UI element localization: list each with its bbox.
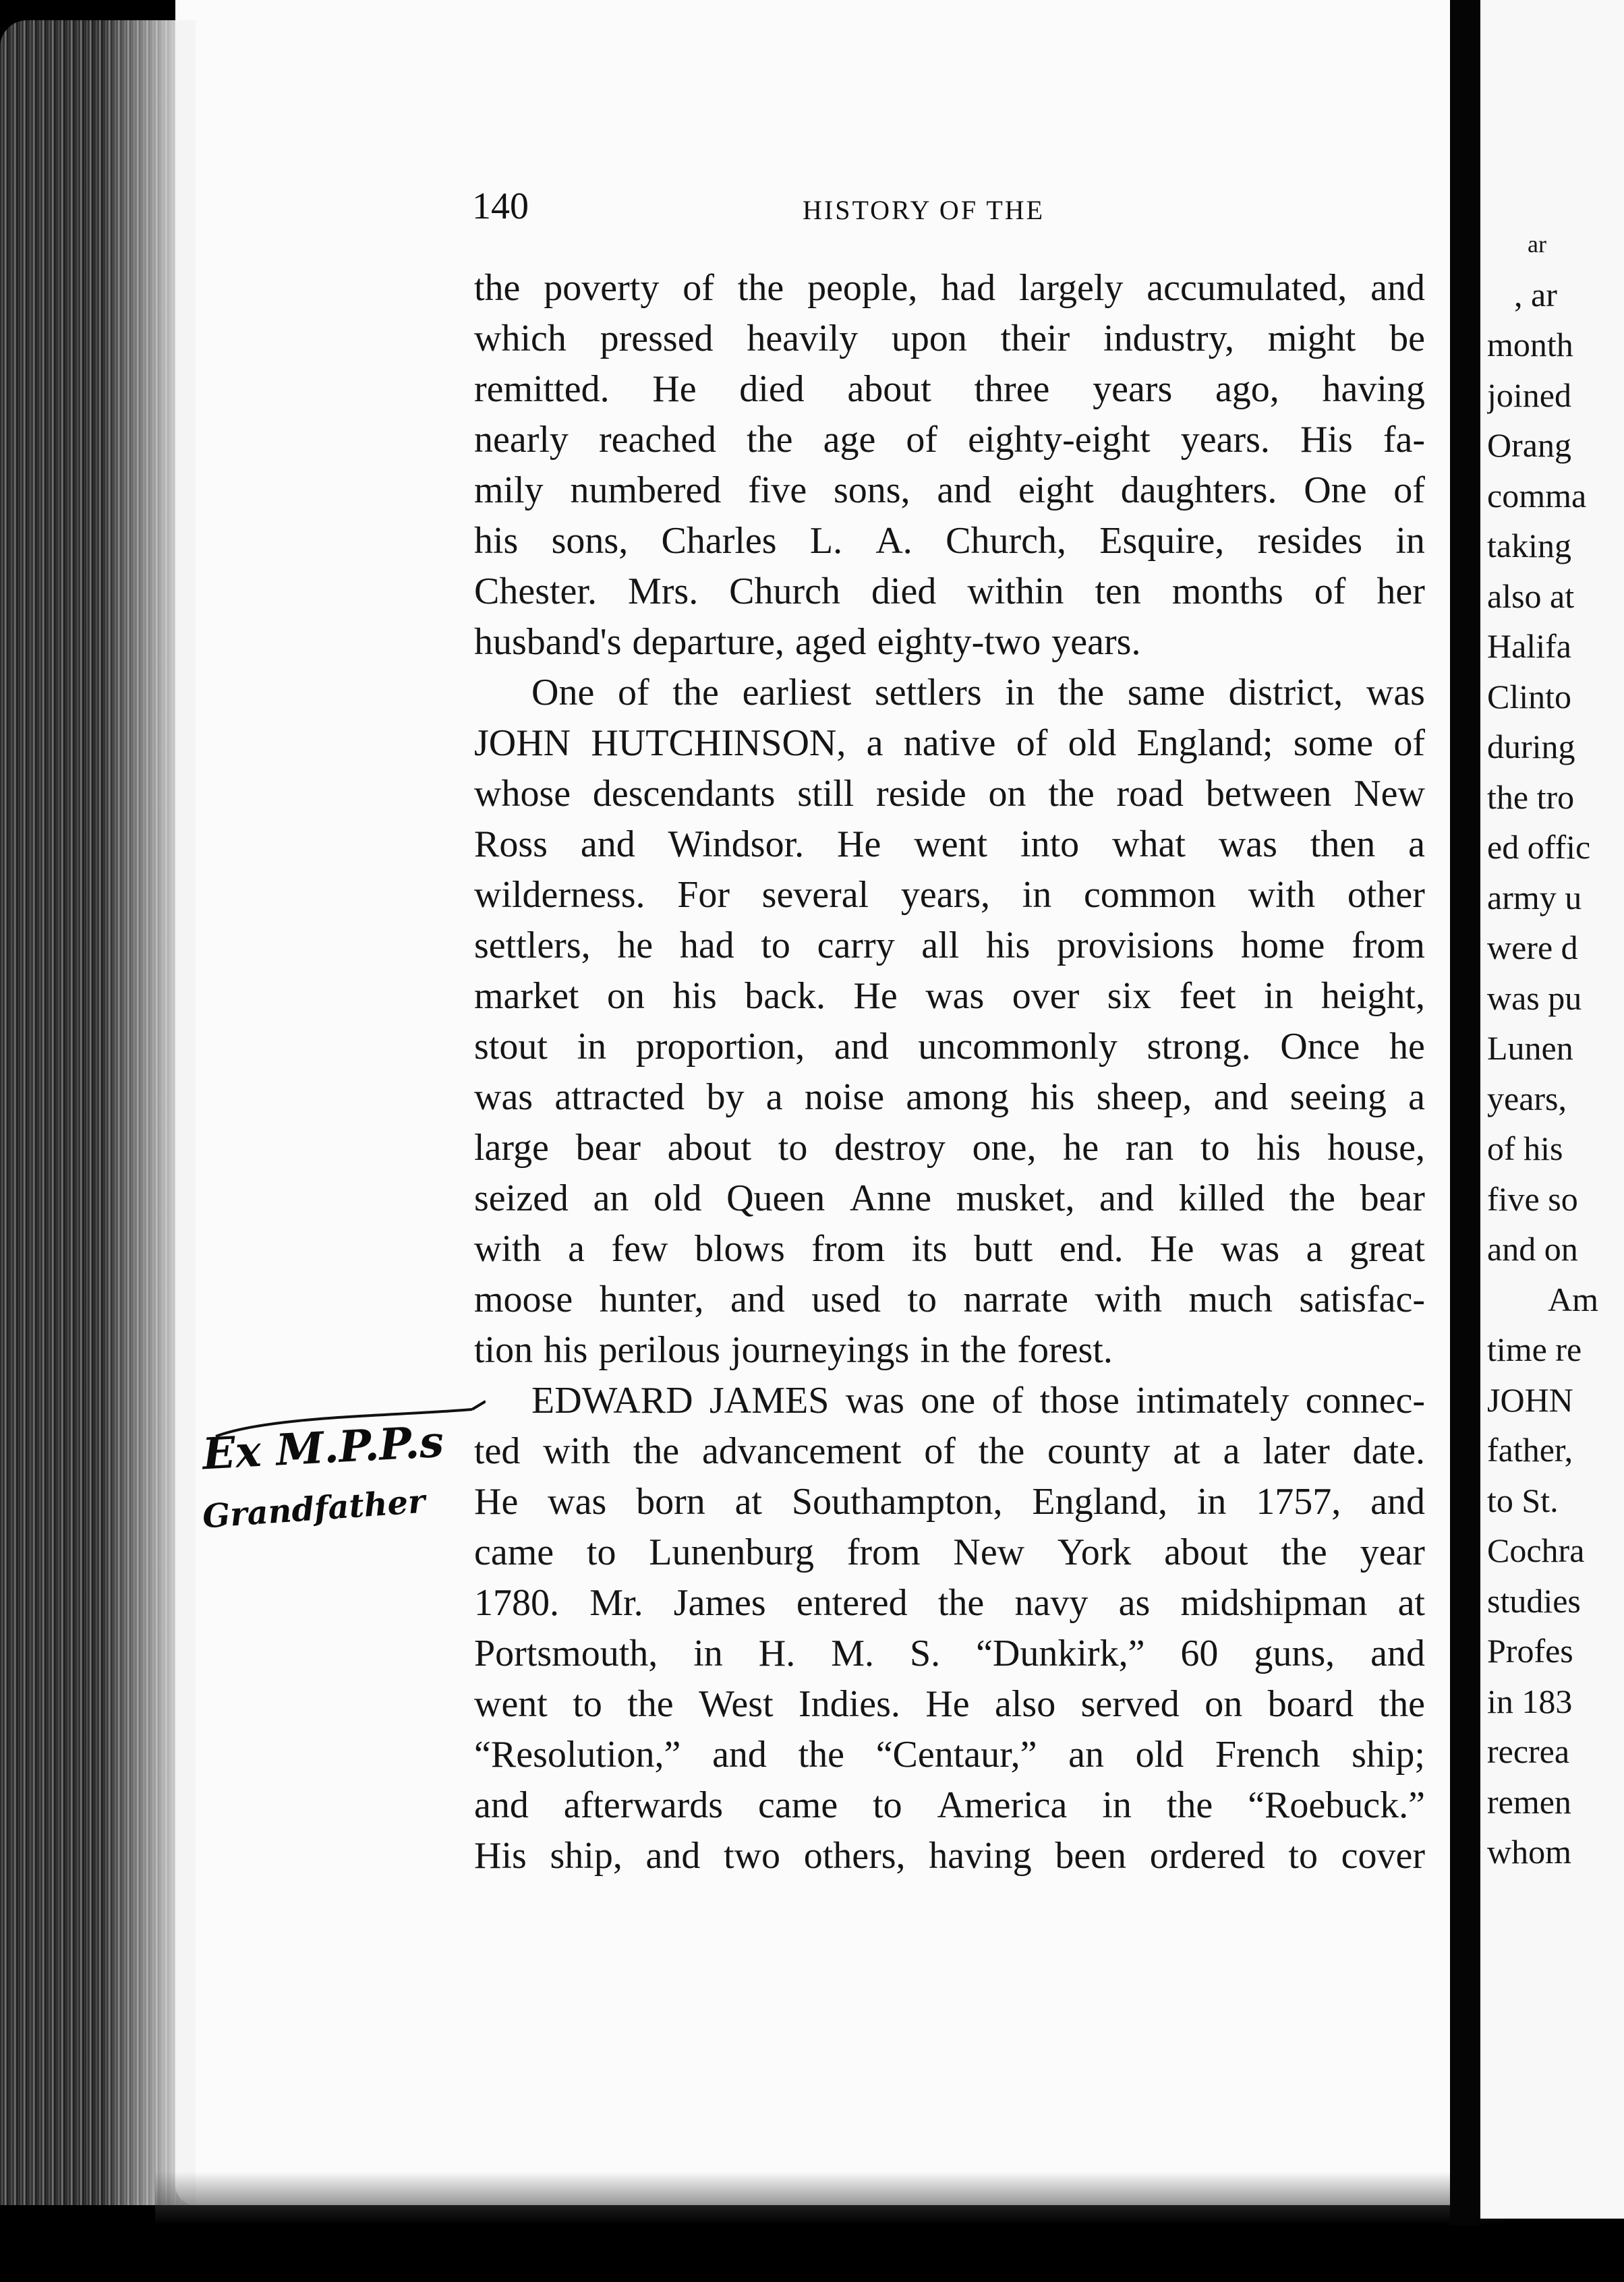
text-line: tion his perilous journeyings in the forest. [474,1329,1113,1371]
text-line: “Resolution,” and the “Centaur,” an old French ship; [474,1734,1425,1776]
facing-page-line: father, [1487,1431,1573,1469]
facing-page-divider [1450,0,1480,2225]
text-line: His ship, and two others, having been ordered to cover [474,1835,1425,1877]
text-line: EDWARD JAMES was one of those intimately connec- [531,1380,1425,1422]
text-line: settlers, he had to carry all his provisions home from [474,925,1425,966]
text-line: JOHN HUTCHINSON, a native of old England; some of [474,722,1425,764]
facing-page-line: during [1487,728,1575,765]
text-line: ted with the advancement of the county at a later date. [474,1430,1425,1472]
text-line: with a few blows from its butt end. He was a great [474,1228,1425,1270]
text-line: remitted. He died about three years ago, having [474,368,1425,410]
running-title: HISTORY OF THE [803,195,1045,225]
text-line: Ross and Windsor. He went into what was then a [474,823,1425,865]
text-line: Portsmouth, in H. M. S. “Dunkirk,” 60 guns, and [474,1633,1425,1674]
facing-page-line: were d [1487,929,1578,966]
facing-page-line: month [1487,326,1573,363]
facing-page-line: of his [1487,1130,1563,1167]
facing-page-line: Cochra [1487,1531,1585,1569]
text-line: market on his back. He was over six feet in height, [474,975,1425,1017]
text-line: the poverty of the people, had largely accumulated, and [474,267,1425,309]
text-line: moose hunter, and used to narrate with much satisfac- [474,1279,1425,1320]
text-line: wilderness. For several years, in common with other [474,874,1425,916]
text-line: mily numbered five sons, and eight daughters. One of [474,469,1425,511]
text-line: whose descendants still reside on the road between New [474,773,1425,815]
facing-page-line: recrea [1487,1732,1570,1770]
text-line: his sons, Charles L. A. Church, Esquire, resides in [474,520,1425,562]
facing-page-line: ed offic [1487,828,1591,866]
facing-page-line: comma [1487,476,1587,515]
facing-page-line: joined [1487,376,1571,414]
body-text [474,263,1425,1881]
text-line: He was born at Southampton, England, in 1757, and [474,1481,1425,1523]
text-line: One of the earliest settlers in the same district, was [531,672,1425,713]
facing-page-line: whom [1487,1833,1571,1871]
page-gutter-shading [101,20,196,2205]
facing-page-line: remen [1487,1782,1571,1821]
facing-page-line: Halifa [1487,627,1571,665]
facing-page-line: the tro [1487,778,1575,816]
margin-note-line-1: Ex M.P.P.s [201,1416,445,1480]
facing-page-line: ar [1528,231,1546,258]
text-line: husband's departure, aged eighty-two years. [474,621,1141,663]
facing-page-line: also at [1487,577,1575,615]
facing-page-line: to St. [1487,1481,1559,1519]
facing-page-line: years, [1487,1079,1567,1117]
facing-page-line: JOHN [1487,1380,1573,1419]
text-line: which pressed heavily upon their industry, might be [474,318,1425,359]
text-line: 1780. Mr. James entered the navy as midshipman at [474,1582,1425,1624]
text-line: Chester. Mrs. Church died within ten months of her [474,570,1425,612]
text-line: nearly reached the age of eighty-eight years. His fa- [474,419,1425,461]
facing-page-line: studies [1487,1581,1581,1620]
facing-page-line: , ar [1514,275,1557,314]
facing-page-line: taking [1487,527,1571,564]
facing-page-line: was pu [1487,978,1582,1017]
text-line: stout in proportion, and uncommonly strong. Once he [474,1026,1425,1067]
text-line: came to Lunenburg from New York about the year [474,1531,1425,1573]
facing-page-line: Orang [1487,426,1571,464]
running-head [472,179,1416,233]
text-line: went to the West Indies. He also served on board the [474,1683,1425,1725]
facing-page-line: Profes [1487,1632,1573,1670]
facing-page-text [1487,219,1624,1877]
facing-page-line: in 183 [1487,1682,1573,1720]
facing-page-line: Am [1548,1280,1598,1318]
facing-page-line: Lunen [1487,1029,1573,1067]
text-line: seized an old Queen Anne musket, and killed the bear [474,1177,1425,1219]
handwritten-margin-note [189,1396,486,1571]
facing-page-line: army u [1487,878,1582,916]
facing-page-line: time re [1487,1330,1582,1368]
text-line: was attracted by a noise among his sheep, and seeing a [474,1076,1425,1118]
facing-page-line: Clinto [1487,677,1572,715]
text-line: large bear about to destroy one, he ran to his house, [474,1127,1425,1169]
page-number: 140 [472,185,529,227]
text-line: and afterwards came to America in the “Roebuck.” [474,1784,1425,1826]
facing-page-line: five so [1487,1179,1578,1218]
facing-page-line: and on [1487,1230,1578,1268]
page-bottom-shadow [155,2171,1504,2225]
margin-note-line-2: Grandfather [201,1482,427,1536]
